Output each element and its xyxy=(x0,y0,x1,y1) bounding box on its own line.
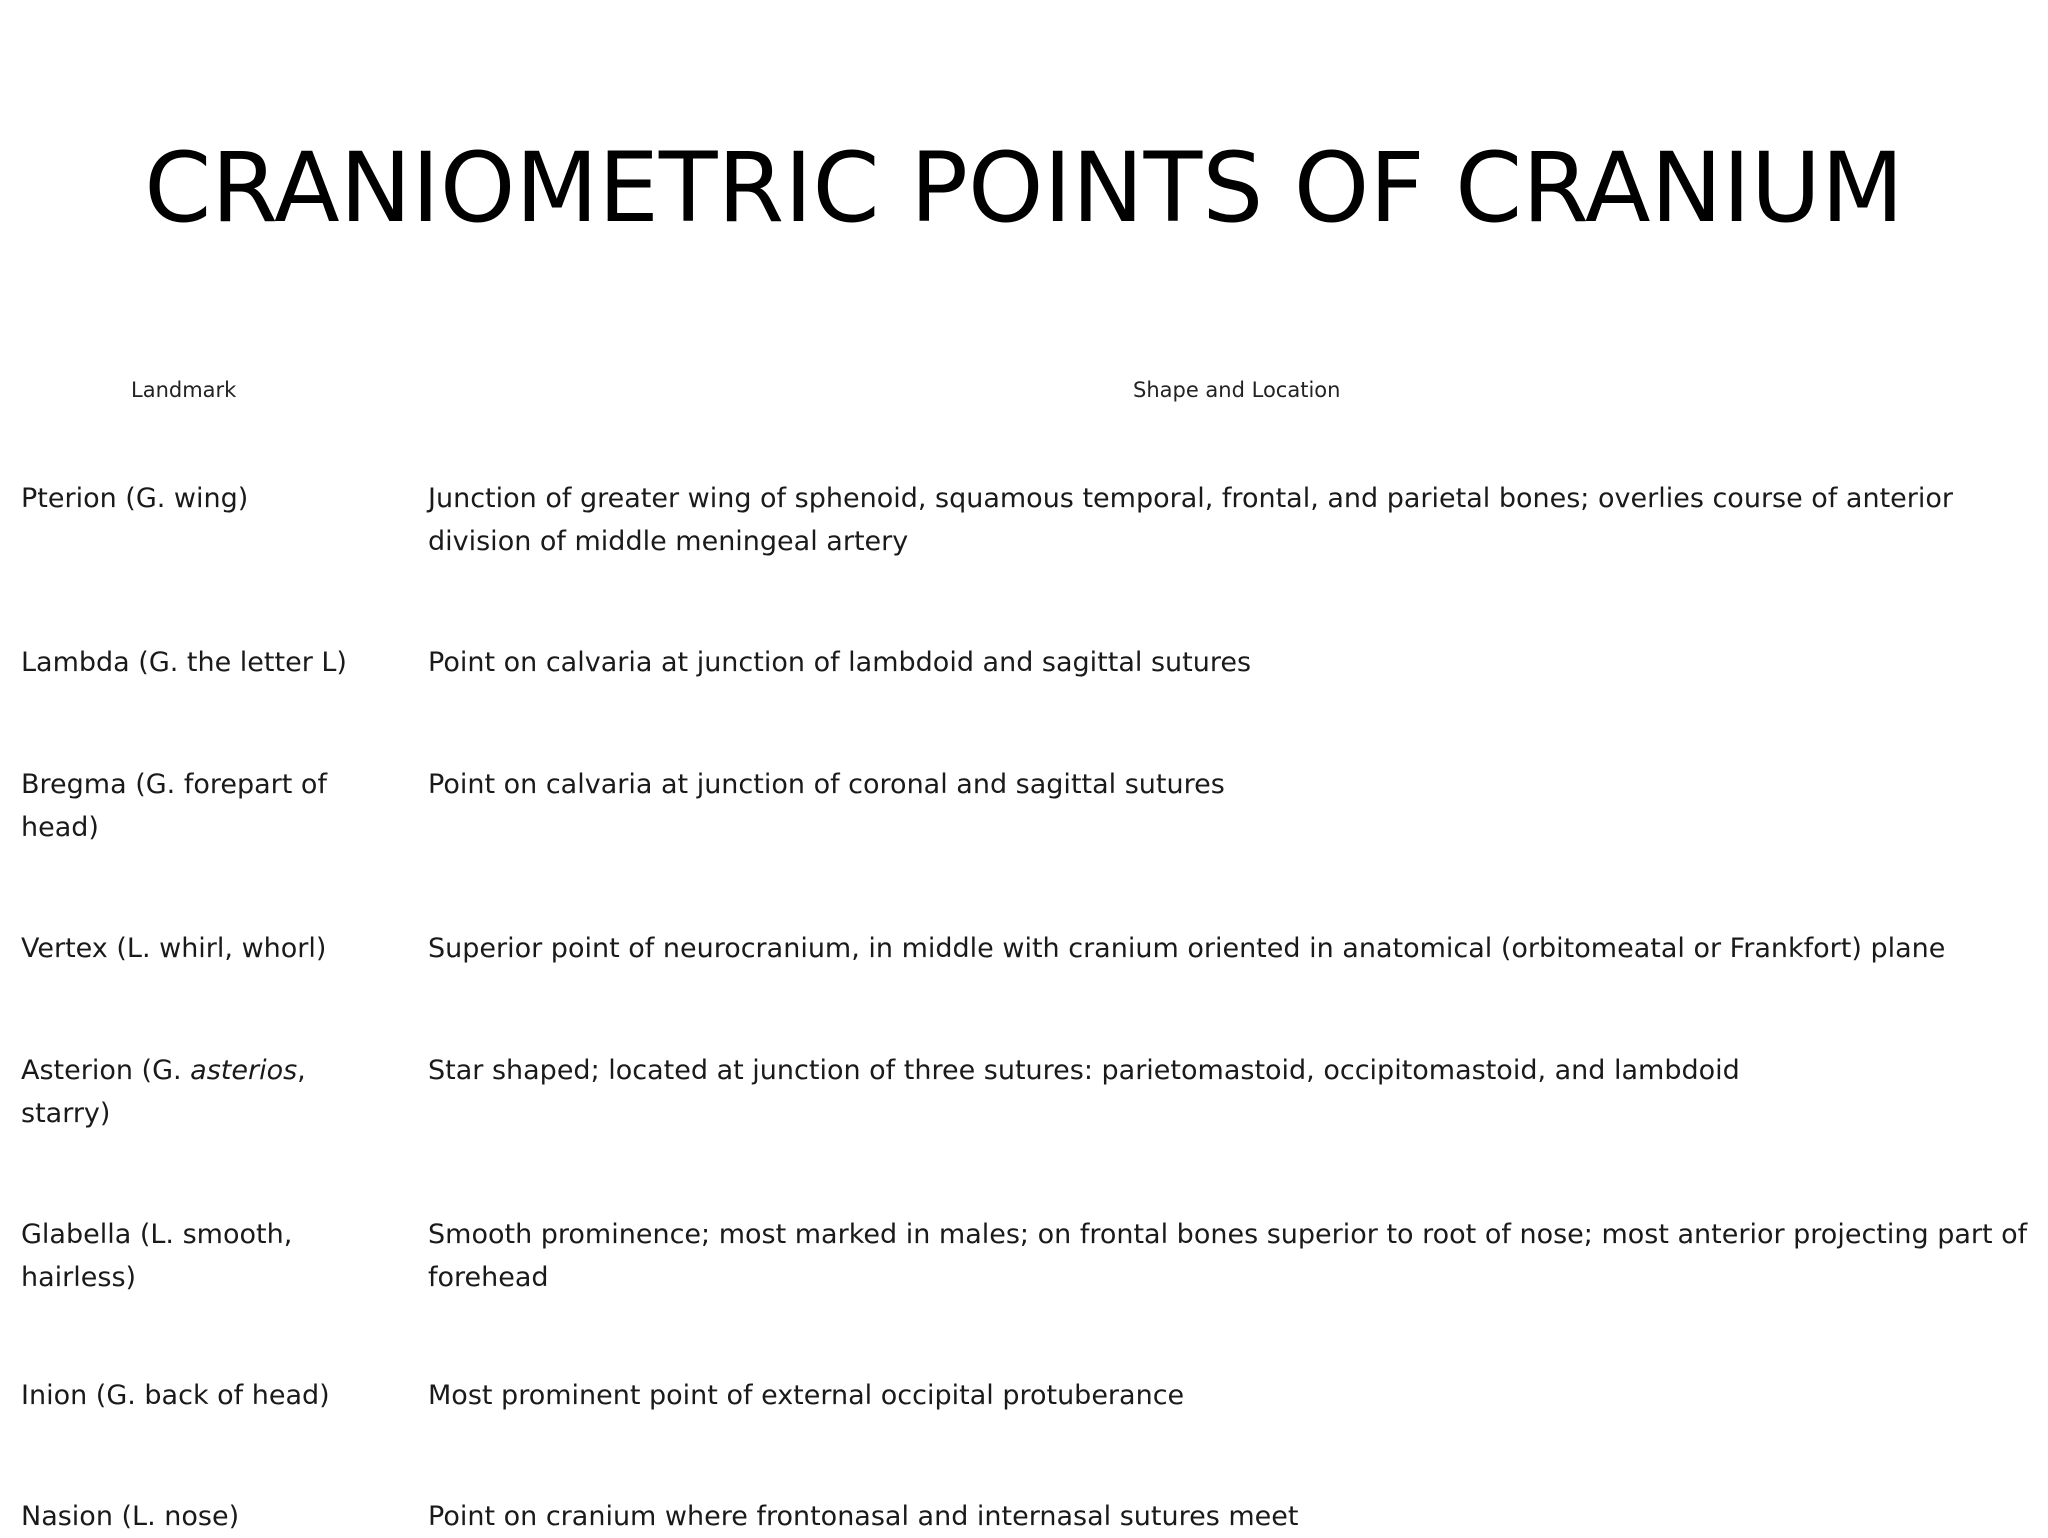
location-cell: Superior point of neurocranium, in middle with cranium oriented in anatomical (orbitomeatal or Frankfort) plane xyxy=(428,933,1946,964)
location-cell: Junction of greater wing of sphenoid, squamous temporal, frontal, and parietal bones; overlies course of anterior division of middle meningeal artery xyxy=(428,483,1953,557)
landmark-cell: Nasion (L. nose) xyxy=(21,1501,240,1532)
landmark-cell: Bregma (G. forepart of head) xyxy=(21,769,327,843)
landmark-cell: Lambda (G. the letter L) xyxy=(21,647,347,678)
location-cell: Point on calvaria at junction of lambdoid and sagittal sutures xyxy=(428,647,1252,678)
landmark-cell: Vertex (L. whirl, whorl) xyxy=(21,933,327,964)
landmark-text-italic: asterios xyxy=(190,1055,298,1086)
location-cell: Point on calvaria at junction of coronal and sagittal sutures xyxy=(428,769,1225,800)
location-cell: Most prominent point of external occipital protuberance xyxy=(428,1380,1185,1411)
location-cell: Point on cranium where frontonasal and internasal sutures meet xyxy=(428,1501,1299,1532)
location-cell: Star shaped; located at junction of three sutures: parietomastoid, occipitomastoid, and lambdoid xyxy=(428,1055,1740,1086)
landmark-cell xyxy=(21,1049,331,1135)
landmark-cell: Inion (G. back of head) xyxy=(21,1380,330,1411)
landmark-cell: Glabella (L. smooth, hairless) xyxy=(21,1219,293,1293)
landmark-cell: Pterion (G. wing) xyxy=(21,483,249,514)
landmark-text: Asterion (G. xyxy=(21,1055,191,1086)
landmark-text: , starry) xyxy=(21,1055,306,1129)
column-header-landmark: Landmark xyxy=(131,378,237,402)
location-cell: Smooth prominence; most marked in males; on frontal bones superior to root of nose; most anterior projecting part of forehead xyxy=(428,1219,2028,1293)
slide-title: CRANIOMETRIC POINTS OF CRANIUM xyxy=(144,132,1904,244)
column-header-shape-and-location: Shape and Location xyxy=(1133,378,1341,402)
